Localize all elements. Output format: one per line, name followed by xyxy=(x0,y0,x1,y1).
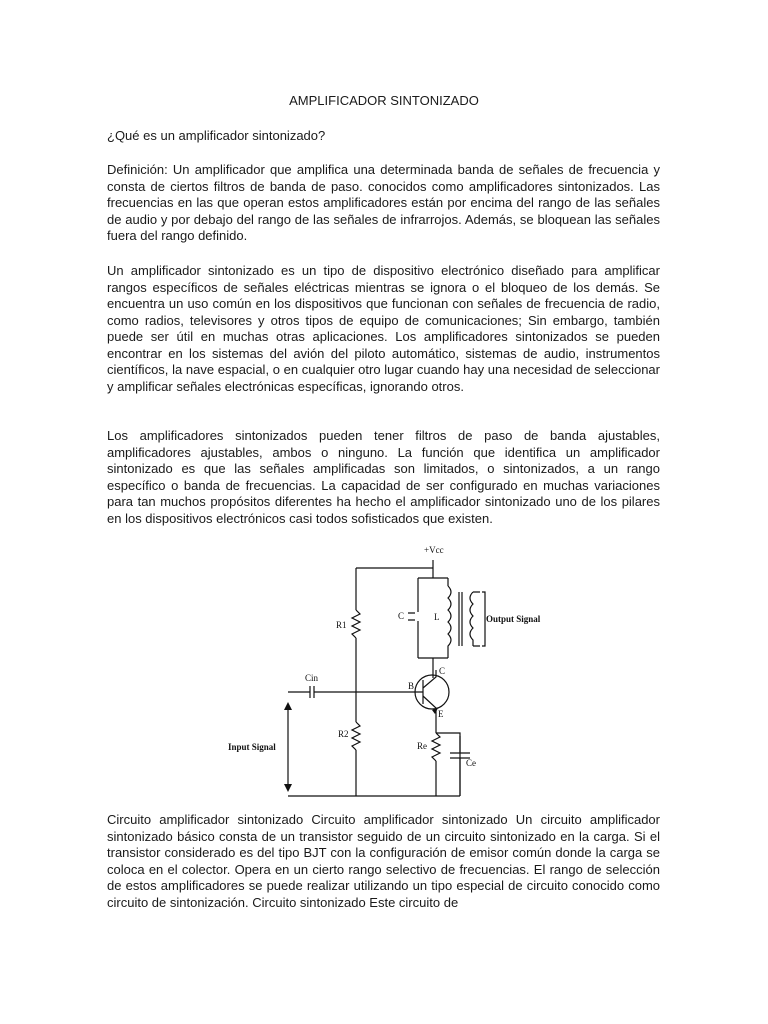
label-emitter: E xyxy=(438,709,444,719)
label-re: Re xyxy=(417,741,427,751)
paragraph-definition: Definición: Un amplificador que amplifica una determinada banda de señales de frecuencia y consta de ciertos filtros de banda de paso. conocidos como amplificadores sintonizados. Las frecuencias en las que operan estos amplificadores están por encima del rango de las señales de audio y por debajo del rango de las señales de infrarrojos. Además, se bloquean las señales fuera del rango definido. xyxy=(107,162,660,243)
paragraph-description: Un amplificador sintonizado es un tipo de dispositivo electrónico diseñado para amplificar rangos específicos de señales eléctricas mientras se ignora o el bloqueo de los demás. Se encuentra un uso común en los dispositivos que funcionan con señales de frecuencia de radio, como radios, televisores y otros tipos de equipo de comunicaciones; Sin embargo, también puede ser útil en muchas otras aplicaciones. Los amplificadores sintonizados se pueden encontrar en los sistemas del avión del piloto automático, sistemas de audio, instrumentos científicos, la nave espacial, o en cualquier otro lugar cuando hay una necesidad de seleccionar y amplificar señales electrónicas específicas, ignorando otros. xyxy=(107,263,660,394)
label-collector: C xyxy=(439,666,446,676)
paragraph-filters: Los amplificadores sintonizados pueden tener filtros de paso de banda ajustables, amplificadores ajustables, ambos o ninguno. La función que identifica un amplificador sintonizado es que las señales amplificadas son limitados, o sintonizados, a un rango específico o banda de frecuencias. La capacidad de ser configurado en muchas variaciones para tan muchos propósitos diferentes ha hecho el amplificador sintonizado uno de los pilares en los dispositivos electrónicos casi todos sofisticados que existen. xyxy=(107,428,660,526)
label-ce: Ce xyxy=(466,758,476,768)
tuned-amplifier-circuit-diagram xyxy=(210,538,550,800)
label-vcc: +Vcc xyxy=(424,545,444,555)
label-input-signal: Input Signal xyxy=(228,742,276,752)
label-r1: R1 xyxy=(336,620,347,630)
label-output-signal: Output Signal xyxy=(486,614,541,624)
label-capacitor-c: C xyxy=(398,611,405,621)
label-cin: Cin xyxy=(305,673,319,683)
paragraph-circuit: Circuito amplificador sintonizado Circuito amplificador sintonizado Un circuito amplificador sintonizado básico consta de un transistor seguido de un circuito sintonizado en la carga. Si el transistor considerado es del tipo BJT con la configuración de emisor común donde la carga se coloca en el colector. Opera en un cierto rango selectivo de frecuencias. El rango de selección de estos amplificadores se puede realizar utilizando un tipo especial de circuito conocido como circuito de sintonización. Circuito sintonizado Este circuito de xyxy=(107,812,660,910)
label-base: B xyxy=(408,681,415,691)
question-heading: ¿Qué es un amplificador sintonizado? xyxy=(107,128,326,143)
label-r2: R2 xyxy=(338,729,349,739)
document-title: AMPLIFICADOR SINTONIZADO xyxy=(289,93,479,108)
label-inductor-l: L xyxy=(434,612,440,622)
